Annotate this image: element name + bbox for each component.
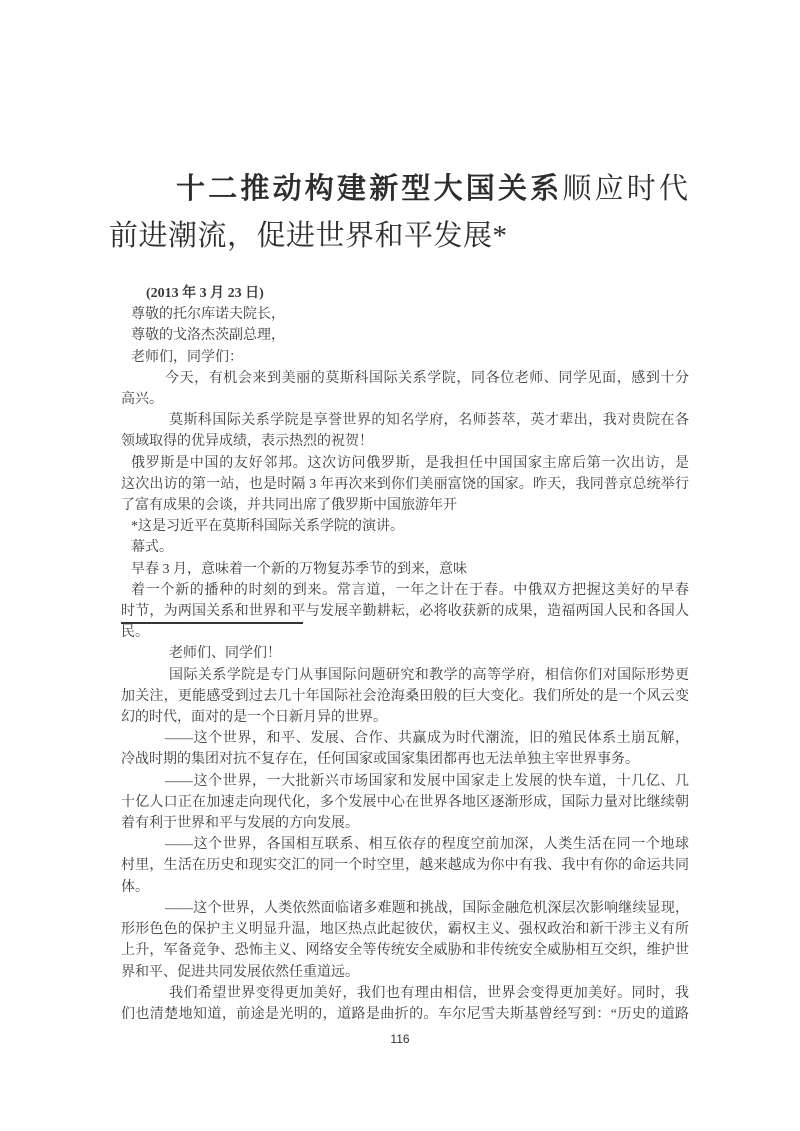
body-line: 莫斯科国际关系学院是享誉世界的知名学府，名师荟萃，英才辈出，我对贵院在各 xyxy=(169,413,689,429)
body-line: 高兴。 xyxy=(121,392,163,408)
body-line: 加关注，更能感受到过去几十年国际社会沧海桑田般的巨大变化。我们所处的是一个风云变 xyxy=(121,688,689,704)
body-line: 十亿人口正在加速走向现代化，多个发展中心在世界各地区逐渐形成，国际力量对比继续朝 xyxy=(121,794,689,810)
body-line: 村里，生活在历史和现实交汇的同一个时空里，越来越成为你中有我、我中有你的命运共同 xyxy=(121,858,689,874)
body-line: 着一个新的播种的时刻的到来。常言道，一年之计在于春。中俄双方把握这美好的早春 xyxy=(131,582,689,598)
body-line: 幕式。 xyxy=(131,540,173,556)
document-body xyxy=(121,283,689,1025)
body-line: 体。 xyxy=(121,879,149,895)
title-line-1 xyxy=(109,166,688,213)
body-line: 幻的时代，面对的是一个日新月异的世界。 xyxy=(121,710,387,726)
body-line: 尊敬的托尔库诺夫院长， xyxy=(131,307,285,323)
body-line: 尊敬的戈洛杰茨副总理， xyxy=(131,328,285,344)
body-line: 这次出访的第一站，也是时隔 3 年再次来到你们美丽富饶的国家。昨天，我同普京总统举行 xyxy=(121,476,689,492)
body-line: 着有利于世界和平与发展的方向发展。 xyxy=(121,816,359,832)
title-line-2: 前进潮流，促进世界和平发展* xyxy=(109,220,508,252)
body-line: 们也清楚地知道，前途是光明的，道路是曲折的。车尔尼雪夫斯基曾经写到：“历史的道路 xyxy=(121,1006,689,1022)
body-line: 时节，为两国关系和世界和平与发展辛勤耕耘，必将收获新的成果，造福两国人民和各国人 xyxy=(121,604,689,620)
body-line: 国际关系学院是专门从事国际问题研究和教学的高等学府，相信你们对国际形势更 xyxy=(169,667,689,683)
body-line: 了富有成果的会谈，并共同出席了俄罗斯中国旅游年开 xyxy=(121,498,457,514)
body-line: 早春 3 月，意味着一个新的万物复苏季节的到来，意味 xyxy=(131,561,467,577)
body-line: 领域取得的优异成绩，表示热烈的祝贺！ xyxy=(121,434,373,450)
body-line: 我们希望世界变得更加美好，我们也有理由相信，世界会变得更加美好。同时，我 xyxy=(169,985,689,1001)
body-line: 形形色色的保护主义明显升温，地区热点此起彼伏，霸权主义、强权政治和新干涉主义有所 xyxy=(121,922,689,938)
body-line: ——这个世界，和平、发展、合作、共赢成为时代潮流，旧的殖民体系土崩瓦解， xyxy=(165,731,689,747)
page-number: 116 xyxy=(390,1032,410,1046)
body-line: 冷战时期的集团对抗不复存在，任何国家或国家集团都再也无法单独主宰世界事务。 xyxy=(121,752,639,768)
title-line-1-regular: 顺应时代 xyxy=(562,173,688,205)
body-line: 民。 xyxy=(121,625,149,641)
body-line: 上升，军备竞争、恐怖主义、网络安全等传统安全威胁和非传统安全威胁相互交织，维护世 xyxy=(121,943,689,959)
body-line: 今天，有机会来到美丽的莫斯科国际关系学院，同各位老师、同学见面，感到十分 xyxy=(165,370,689,386)
body-line: ——这个世界，各国相互联系、相互依存的程度空前加深，人类生活在同一个地球 xyxy=(165,837,689,853)
body-line: *这是习近平在莫斯科国际关系学院的演讲。 xyxy=(131,519,404,535)
page-footer xyxy=(0,1032,800,1046)
body-line: (2013 年 3 月 23 日) xyxy=(146,286,264,301)
document-title xyxy=(109,166,688,260)
body-line: ——这个世界，一大批新兴市场国家和发展中国家走上发展的快车道，十几亿、几 xyxy=(165,773,689,789)
body-line: ——这个世界，人类依然面临诸多难题和挑战，国际金融危机深层次影响继续显现， xyxy=(165,900,689,916)
body-line: 老师们、同学们！ xyxy=(169,646,281,662)
body-line: 老师们，同学们： xyxy=(131,349,243,365)
body-line: 界和平、促进共同发展依然任重道远。 xyxy=(121,964,359,980)
title-chapter-heading: 十二推动构建新型大国关系 xyxy=(176,173,563,205)
body-line: 俄罗斯是中国的友好邻邦。这次访问俄罗斯，是我担任中国国家主席后第一次出访，是 xyxy=(131,455,689,471)
